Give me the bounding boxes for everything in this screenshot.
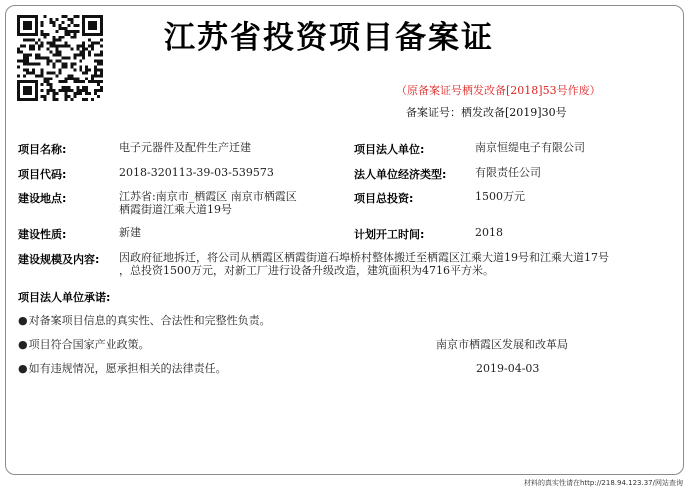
project-code-value: 2018-320113-39-03-539573 [119, 166, 274, 179]
bullet-icon: ● [18, 362, 28, 375]
location-value-line1: 江苏省:南京市_栖霞区 南京市栖霞区 [119, 190, 297, 203]
verification-footer[interactable]: 材料的真实性请在http://218.94.123.37/网站查询 [523, 479, 683, 487]
legal-unit-value: 南京恒缇电子有限公司 [475, 141, 585, 154]
certificate-title: 江苏省投资项目备案证 [164, 20, 494, 56]
nature-value: 新建 [119, 226, 141, 239]
issue-date: 2019-04-03 [476, 362, 540, 375]
legal-unit-label: 项目法人单位: [354, 143, 425, 156]
scope-label: 建设规模及内容: [18, 253, 100, 266]
economic-type-label: 法人单位经济类型: [354, 168, 447, 181]
total-investment-value: 1500万元 [475, 190, 525, 203]
commitment-item [18, 313, 271, 328]
nature-label: 建设性质: [18, 228, 67, 241]
scope-value-line1: 因政府征地拆迁，将公司从栖霞区栖霞街道石埠桥村整体搬迁至栖霞区江乘大道19号和江乘大道17号 [119, 251, 609, 264]
location-value-line2: 栖霞街道江乘大道19号 [119, 203, 232, 216]
bullet-icon: ● [18, 338, 28, 351]
issuing-authority: 南京市栖霞区发展和改革局 [436, 338, 568, 351]
start-time-label: 计划开工时间: [354, 228, 425, 241]
certificate-frame [5, 5, 684, 475]
total-investment-label: 项目总投资: [354, 192, 414, 205]
bullet-icon: ● [18, 314, 28, 327]
location-label: 建设地点: [18, 192, 67, 205]
project-code-label: 项目代码: [18, 168, 67, 181]
qr-code[interactable] [17, 15, 103, 101]
commitment-item-text: 对备案项目信息的真实性、合法性和完整性负责。 [28, 314, 271, 327]
commitment-item [18, 361, 227, 376]
commitment-item-text: 如有违规情况，愿承担相关的法律责任。 [28, 362, 227, 375]
commitment-item-text: 项目符合国家产业政策。 [28, 338, 150, 351]
voided-record-note: （原备案证号栖发改备[2018]53号作废） [396, 84, 601, 97]
economic-type-value: 有限责任公司 [475, 166, 541, 179]
scope-value-line2: ，总投资1500万元，对新工厂进行设备升级改造，建筑面积为4716平方米。 [119, 264, 494, 277]
record-number: 备案证号：栖发改备[2019]30号 [406, 106, 567, 119]
commitment-item [18, 337, 150, 352]
start-time-value: 2018 [475, 226, 503, 239]
commitment-heading: 项目法人单位承诺: [18, 291, 111, 304]
project-name-label: 项目名称: [18, 143, 67, 156]
project-name-value: 电子元器件及配件生产迁建 [119, 141, 251, 154]
